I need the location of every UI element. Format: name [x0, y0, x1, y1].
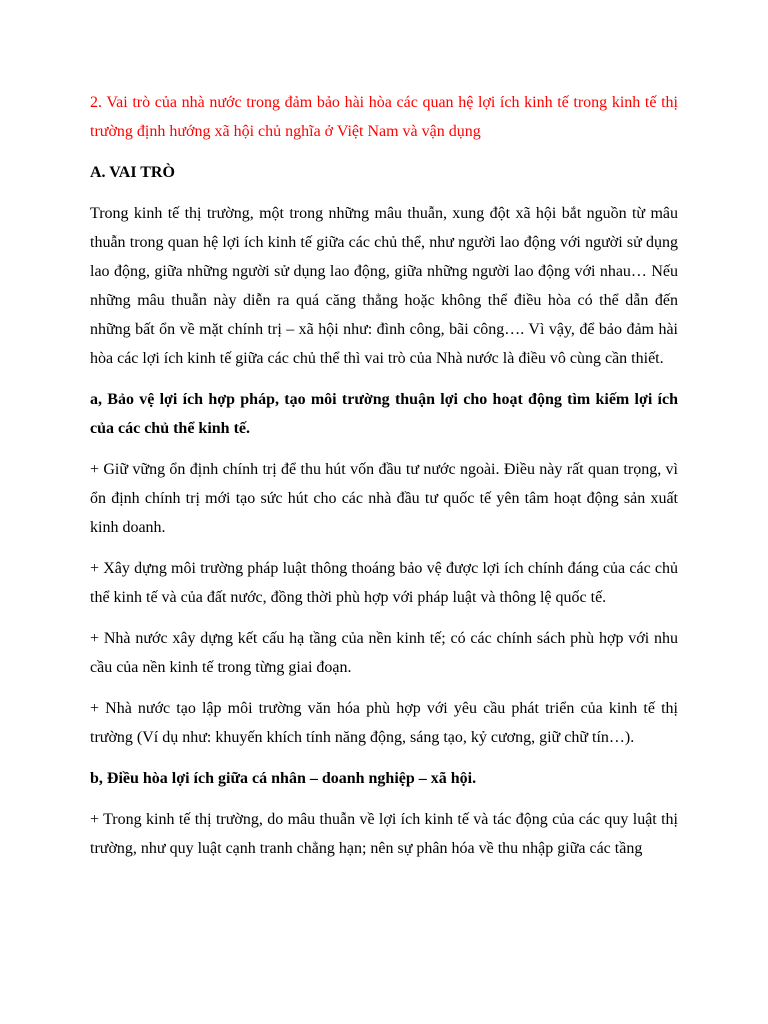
- section-a-title: A. VAI TRÒ: [90, 164, 175, 181]
- document-heading: 2. Vai trò của nhà nước trong đảm bảo hài hòa các quan hệ lợi ích kinh tế trong kinh tế thị trường định hướng xã hội chủ nghĩa ở Việt Nam và vận dụng: [90, 94, 678, 140]
- point-a-4: + Nhà nước tạo lập môi trường văn hóa phù hợp với yêu cầu phát triển của kinh tế thị trường (Ví dụ như: khuyến khích tính năng động, sáng tạo, kỷ cương, giữ chữ tín…).: [90, 700, 678, 746]
- point-a-1: + Giữ vững ổn định chính trị để thu hút vốn đầu tư nước ngoài. Điều này rất quan trọng, vì ổn định chính trị mới tạo sức hút cho các nhà đầu tư quốc tế yên tâm hoạt động sản xuất kinh doanh.: [90, 461, 678, 536]
- point-b-1: + Trong kinh tế thị trường, do mâu thuẫn về lợi ích kinh tế và tác động của các quy luật thị trường, như quy luật cạnh tranh chẳng hạn; nên sự phân hóa về thu nhập giữa các tầng: [90, 811, 678, 857]
- subheading-a: a, Bảo vệ lợi ích hợp pháp, tạo môi trường thuận lợi cho hoạt động tìm kiếm lợi ích của các chủ thể kinh tế.: [90, 391, 678, 437]
- document-page: [90, 88, 678, 875]
- point-a-3: + Nhà nước xây dựng kết cấu hạ tầng của nền kinh tế; có các chính sách phù hợp với nhu cầu của nền kinh tế trong từng giai đoạn.: [90, 630, 678, 676]
- subheading-b: b, Điều hòa lợi ích giữa cá nhân – doanh nghiệp – xã hội.: [90, 770, 477, 787]
- intro-paragraph: Trong kinh tế thị trường, một trong những mâu thuẫn, xung đột xã hội bắt nguồn từ mâu thuẫn trong quan hệ lợi ích kinh tế giữa các chủ thể, như người lao động với người sử dụng lao động, giữa những người sử dụng lao động, giữa những người lao động với nhau… Nếu những mâu thuẫn này diễn ra quá căng thẳng hoặc không thể điều hòa có thể dẫn đến những bất ổn về mặt chính trị – xã hội như: đình công, bãi công…. Vì vậy, để bảo đảm hài hòa các lợi ích kinh tế giữa các chủ thể thì vai trò của Nhà nước là điều vô cùng cần thiết.: [90, 205, 678, 367]
- point-a-2: + Xây dựng môi trường pháp luật thông thoáng bảo vệ được lợi ích chính đáng của các chủ thể kinh tế và của đất nước, đồng thời phù hợp với pháp luật và thông lệ quốc tế.: [90, 560, 678, 606]
